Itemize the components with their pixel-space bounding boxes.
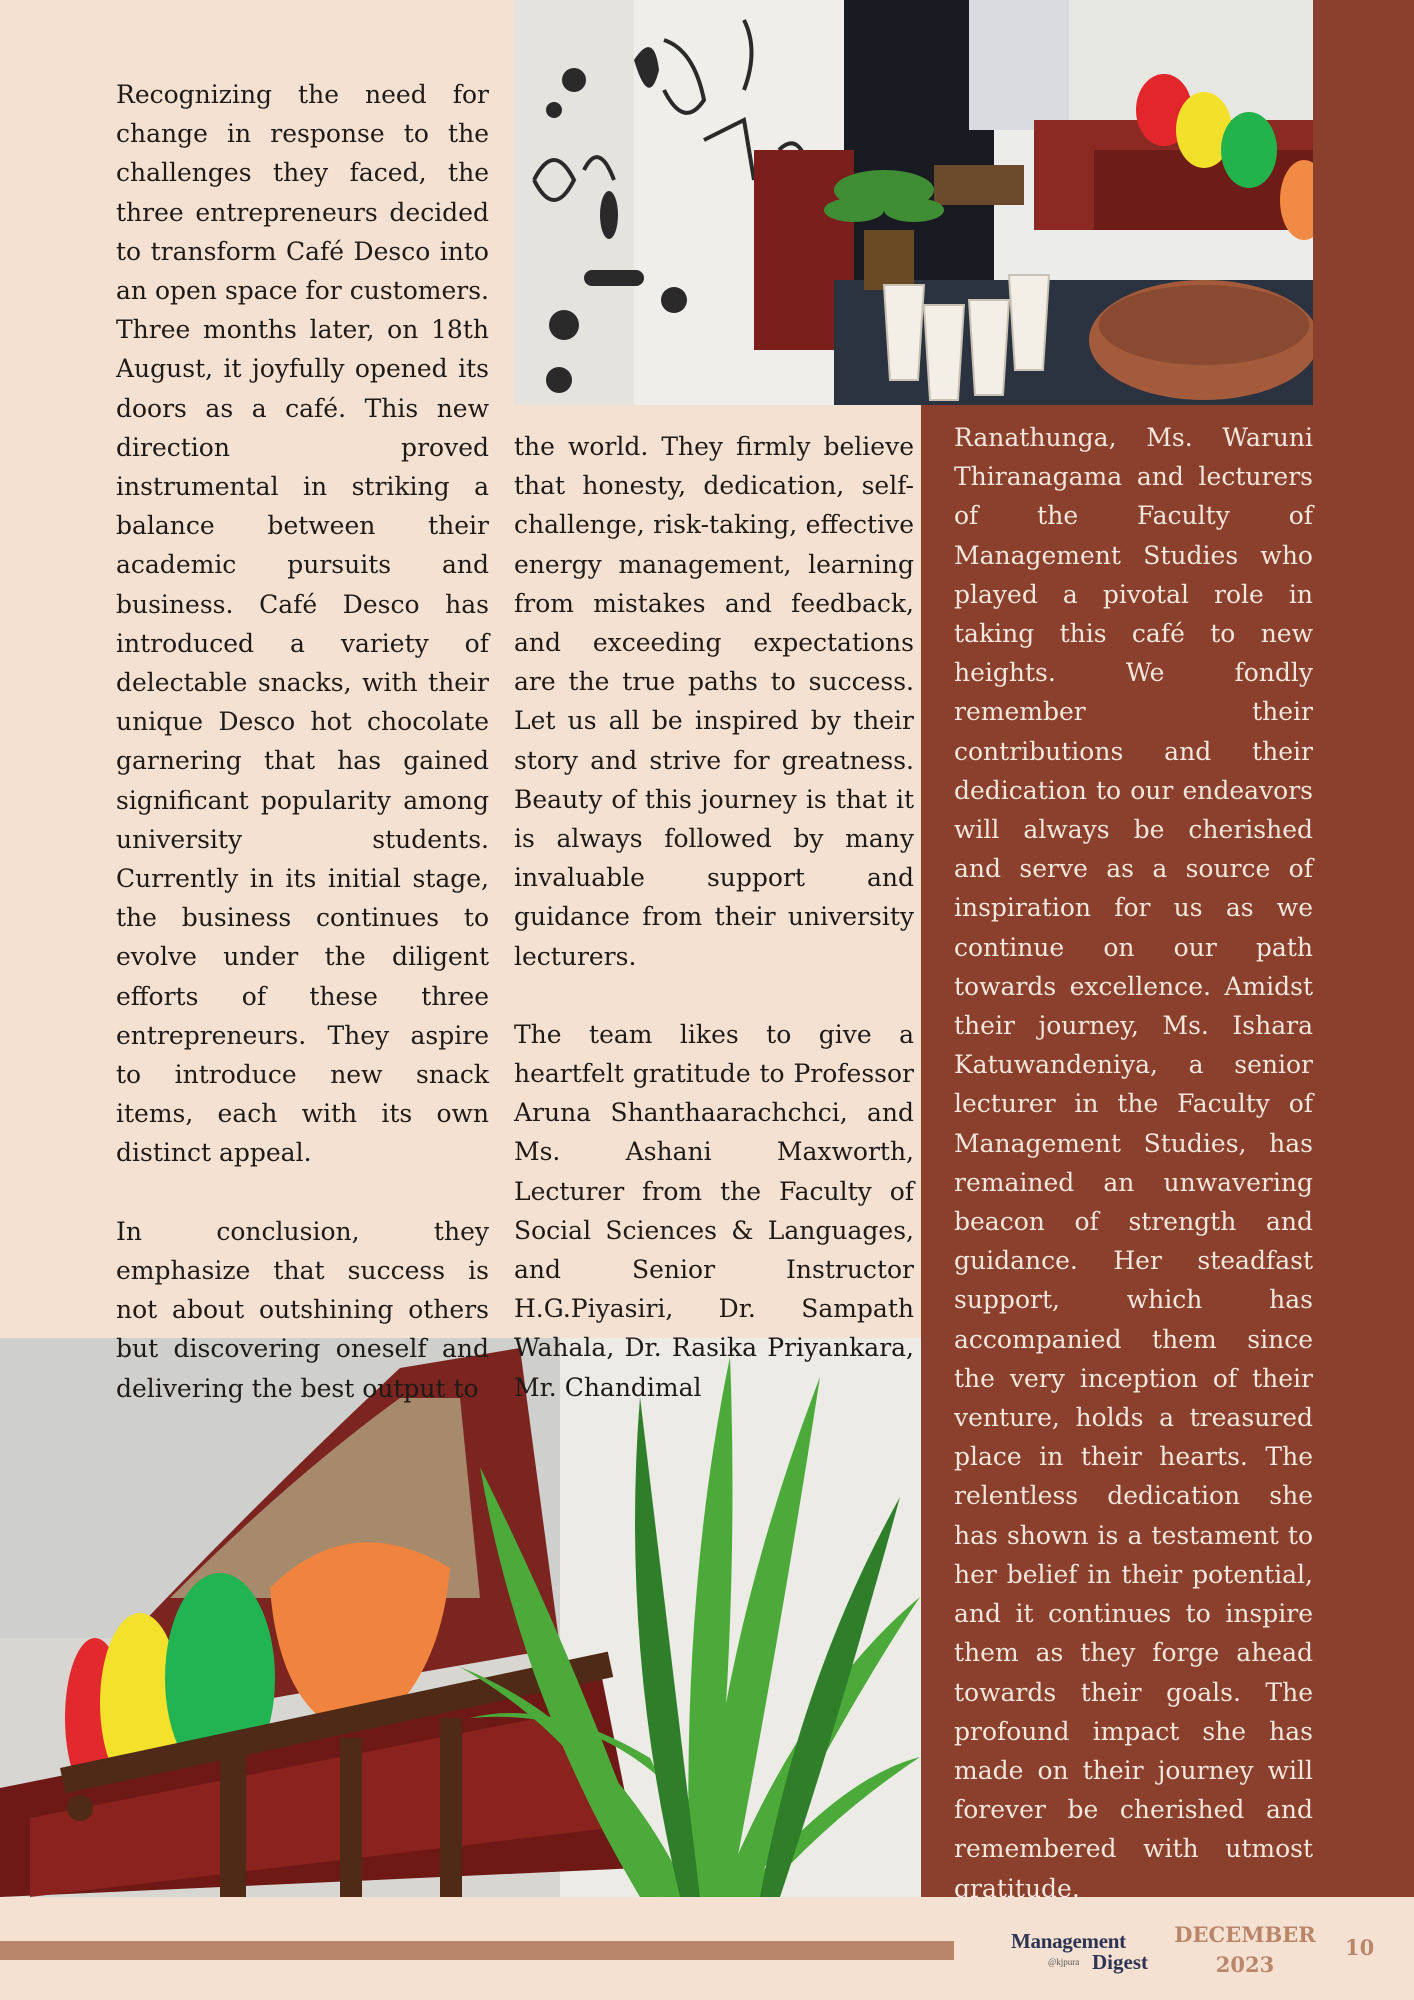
logo-line-1: Management [1011,1929,1126,1953]
issue-month: DECEMBER [1174,1922,1316,1947]
middle-column-paragraph-2: The team likes to give a heartfelt gratitude to Professor Aruna Shanthaarachchci, and Ms. Ashani Maxworth, Lecturer from the Faculty of Social Sciences & Languages, and Senior Instructor H.G.Piyasiri, Dr. Sampath Wahala, Dr. Rasika Priyankara, Mr. Chandimal [514,1019,914,1402]
cafe-interior-photo-top [514,0,1313,405]
logo-line-2: Digest [1092,1950,1148,1974]
cafe-sofa-photo-bottom [0,1338,921,1897]
issue-year: 2023 [1215,1952,1275,1977]
right-column-paragraph-1: Ranathunga, Ms. Waruni Thiranagama and lecturers of the Faculty of Management Studies who played a pivotal role in taking this café to new heights. We fondly remember their contributions and their dedication to our endeavors will always be cherished and serve as a source of inspiration for us as we continue on our path towards excellence. Amidst their journey, Ms. Ishara Katuwandeniya, a senior lecturer in the Faculty of Management Studies, has remained an unwavering beacon of strength and guidance. Her steadfast support, which has accompanied them since the very inception of their venture, holds a treasured place in their hearts. The relentless dedication she has shown is a testament to her belief in their potential, and it continues to inspire them as they forge ahead towards their goals. The profound impact she has made on their journey will forever be cherished and remembered with utmost gratitude. [954,423,1313,1903]
logo-small-text: @kjpura [1048,1957,1080,1967]
footer-bar [0,1941,954,1960]
management-digest-logo [1008,1929,1148,1979]
left-column-paragraph-1: Recognizing the need for change in response to the challenges they faced, the three entrepreneurs decided to transform Café Desco into an open space for customers. Three months later, on 18th August, it joyfully opened its doors as a café. This new direction proved instrumental in striking a balance between their academic pursuits and business. Café Desco has introduced a variety of delectable snacks, with their unique Desco hot chocolate garnering that has gained significant popularity among university students. Currently in its initial stage, the business continues to evolve under the diligent efforts of these three entrepreneurs. They aspire to introduce new snack items, each with its own distinct appeal. [116,80,489,1168]
middle-column-paragraph-1: the world. They firmly believe that honesty, dedication, self-challenge, risk-taking, effective energy management, learning from mistakes and feedback, and exceeding expectations are the true paths to success. Let us all be inspired by their story and strive for greatness. Beauty of this journey is that it is always followed by many invaluable support and guidance from their university lecturers. [514,432,914,971]
left-column-paragraph-2: In conclusion, they emphasize that success is not about outshining others but discovering oneself and delivering the best output to [116,1216,489,1403]
article-right-column [954,418,1313,1908]
article-middle-column [514,427,914,1407]
issue-date [1170,1920,1320,1980]
article-left-column [116,75,489,1408]
page-number: 10 [1345,1935,1375,1960]
